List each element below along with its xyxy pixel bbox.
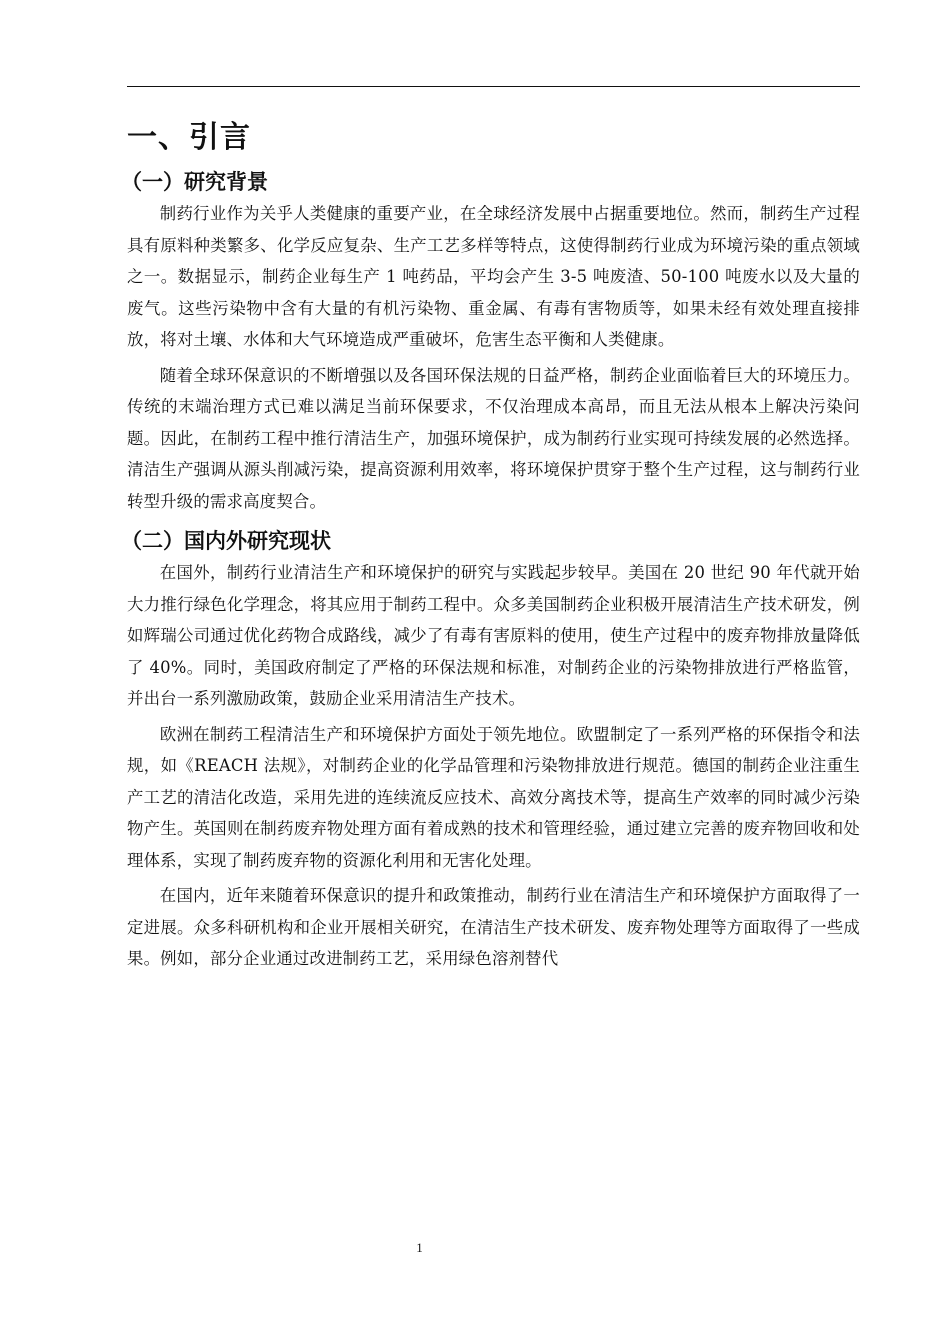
paragraph: 在国内，近年来随着环保意识的提升和政策推动，制药行业在清洁生产和环境保护方面取得了一定进展。众多科研机构和企业开展相关研究，在清洁生产技术研发、废弃物处理等方面取得了一些成果。例如，部分企业通过改进制药工艺，采用绿色溶剂替代 bbox=[127, 886, 860, 968]
paragraph: 随着全球环保意识的不断增强以及各国环保法规的日益严格，制药企业面临着巨大的环境压力。传统的末端治理方式已难以满足当前环保要求，不仅治理成本高昂，而且无法从根本上解决污染问题。因此，在制药工程中推行清洁生产，加强环境保护，成为制药行业实现可持续发展的必然选择。清洁生产强调从源头削减污染，提高资源利用效率，将环境保护贯穿于整个生产过程，这与制药行业转型升级的需求高度契合。 bbox=[127, 365, 860, 511]
page-number: 1 bbox=[416, 1240, 423, 1255]
subsection-heading-background: （一）研究背景 bbox=[121, 170, 268, 194]
header-rule bbox=[127, 86, 860, 87]
page-content bbox=[121, 118, 860, 979]
paragraph: 制药行业作为关乎人类健康的重要产业，在全球经济发展中占据重要地位。然而，制药生产过程具有原料种类繁多、化学反应复杂、生产工艺多样等特点，这使得制药行业成为环境污染的重点领域之一。数据显示，制药企业每生产 1 吨药品，平均会产生 3-5 吨废渣、50-100 吨废水以及大量的废气。这些污染物中含有大量的有机污染物、重金属、有毒有害物质等，如果未经有效处理直接排放，将对土壤、水体和大气环境造成严重破坏，危害生态平衡和人类健康。 bbox=[127, 204, 860, 349]
paragraph: 欧洲在制药工程清洁生产和环境保护方面处于领先地位。欧盟制定了一系列严格的环保指令和法规，如《REACH 法规》，对制药企业的化学品管理和污染物排放进行规范。德国的制药企业注重生产工艺的清洁化改造，采用先进的连续流反应技术、高效分离技术等，提高生产效率的同时减少污染物产生。英国则在制药废弃物处理方面有着成熟的技术和管理经验，通过建立完善的废弃物回收和处理体系，实现了制药废弃物的资源化利用和无害化处理。 bbox=[127, 724, 860, 870]
subsection-heading-research-status: （二）国内外研究现状 bbox=[121, 529, 331, 553]
paragraph: 在国外，制药行业清洁生产和环境保护的研究与实践起步较早。美国在 20 世纪 90 年代就开始大力推行绿色化学理念，将其应用于制药工程中。众多美国制药企业积极开展清洁生产技术研发，例如辉瑞公司通过优化药物合成路线，减少了有毒有害原料的使用，使生产过程中的废弃物排放量降低了 40%。同时，美国政府制定了严格的环保法规和标准，对制药企业的污染物排放进行严格监管，并出台一系列激励政策，鼓励企业采用清洁生产技术。 bbox=[127, 563, 860, 708]
section-heading: 一、引言 bbox=[127, 120, 251, 155]
